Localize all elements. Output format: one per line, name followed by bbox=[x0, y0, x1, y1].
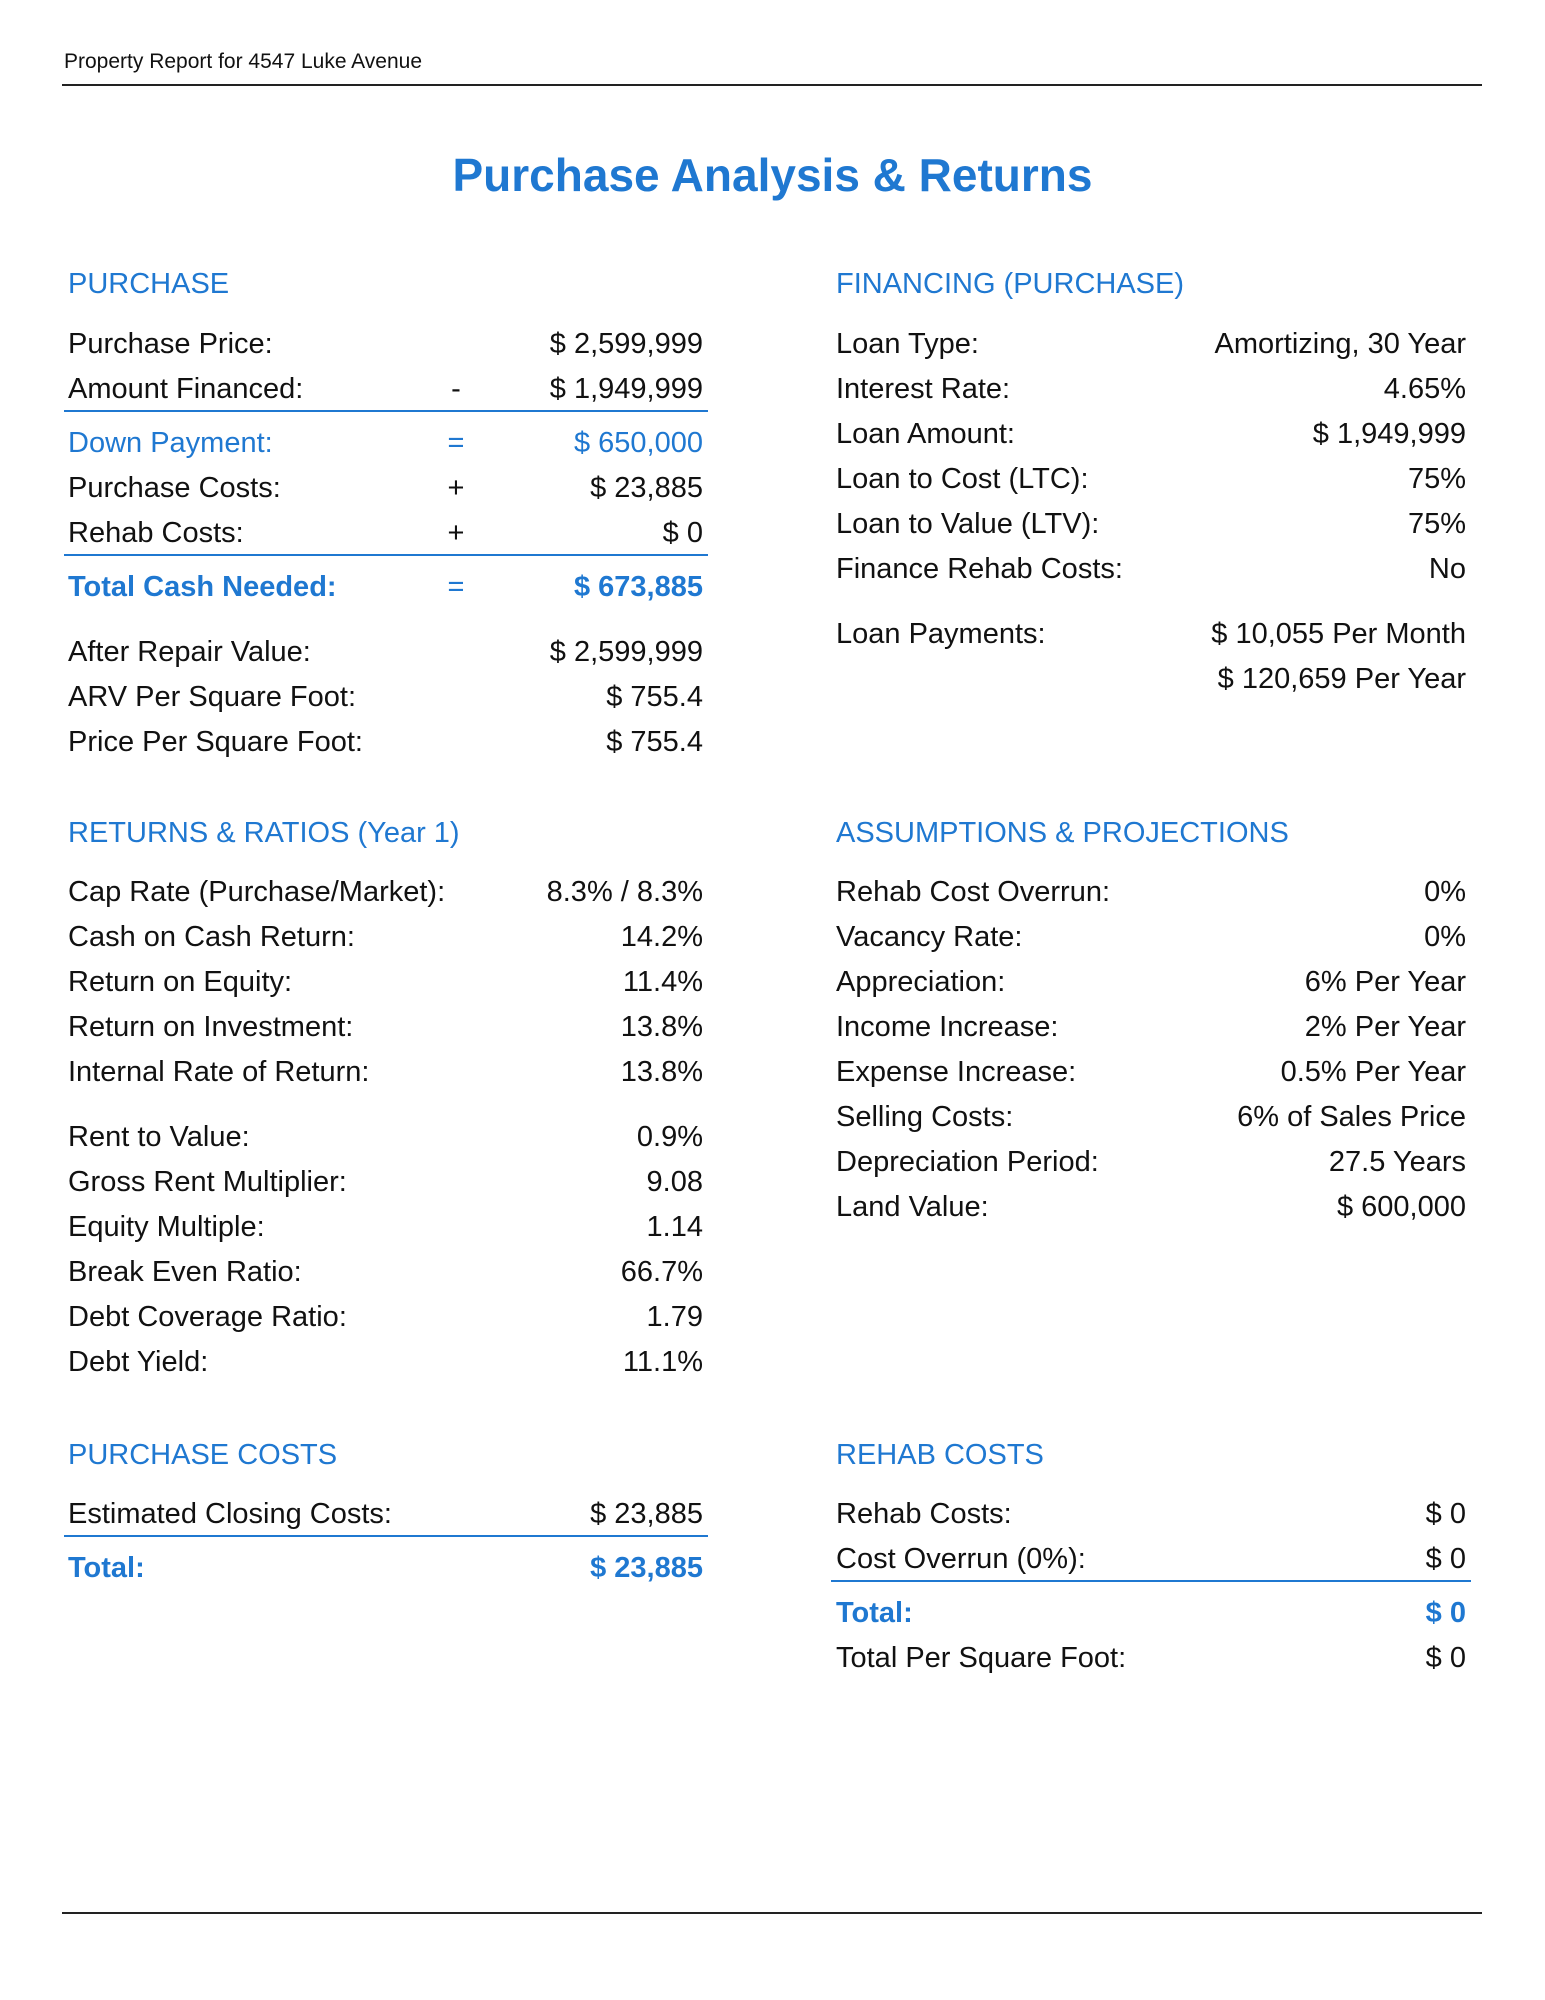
purchase-row bbox=[68, 466, 703, 510]
returns-row bbox=[68, 1340, 703, 1384]
row-value: 0.5% Per Year bbox=[1280, 1056, 1466, 1088]
row-value: $ 0 bbox=[1425, 1597, 1466, 1629]
assumptions-row bbox=[836, 915, 1466, 959]
row-value: 9.08 bbox=[646, 1166, 703, 1198]
returns-row bbox=[68, 1050, 703, 1094]
row-label: Loan Type: bbox=[836, 328, 979, 360]
row-value: 11.4% bbox=[622, 966, 703, 998]
assumptions-row bbox=[836, 870, 1466, 914]
row-value: 13.8% bbox=[620, 1011, 703, 1043]
row-value: 4.65% bbox=[1383, 373, 1466, 405]
row-value: $ 755.4 bbox=[606, 681, 703, 713]
row-value: 14.2% bbox=[620, 921, 703, 953]
purchase-row bbox=[68, 421, 703, 465]
row-value: $ 2,599,999 bbox=[549, 328, 703, 360]
row-value: $ 0 bbox=[1425, 1642, 1466, 1674]
purchase-row bbox=[68, 630, 703, 674]
row-label: Estimated Closing Costs: bbox=[68, 1498, 392, 1530]
financing-section-title: FINANCING (PURCHASE) bbox=[836, 268, 1185, 300]
row-value: 0% bbox=[1424, 876, 1466, 908]
returns-section-title: RETURNS & RATIOS (Year 1) bbox=[68, 817, 460, 849]
row-value: $ 1,949,999 bbox=[1312, 418, 1466, 450]
row-label: Loan to Cost (LTC): bbox=[836, 463, 1089, 495]
assumptions-section-title: ASSUMPTIONS & PROJECTIONS bbox=[836, 817, 1289, 849]
row-value: $ 755.4 bbox=[606, 726, 703, 758]
row-value: $ 1,949,999 bbox=[549, 373, 703, 405]
row-value: 0.9% bbox=[636, 1121, 703, 1153]
row-value: $ 600,000 bbox=[1336, 1191, 1466, 1223]
assumptions-row bbox=[836, 960, 1466, 1004]
purchase-section-title: PURCHASE bbox=[68, 268, 230, 300]
returns-row bbox=[68, 1295, 703, 1339]
section-divider bbox=[64, 410, 708, 412]
row-value: No bbox=[1428, 553, 1466, 585]
row-value: 27.5 Years bbox=[1328, 1146, 1466, 1178]
row-label: Equity Multiple: bbox=[68, 1211, 265, 1243]
row-label: Total: bbox=[836, 1597, 913, 1629]
row-label: Loan Amount: bbox=[836, 418, 1015, 450]
row-label: Total Cash Needed: bbox=[68, 571, 337, 603]
row-label: Debt Yield: bbox=[68, 1346, 209, 1378]
row-label: Rehab Cost Overrun: bbox=[836, 876, 1111, 908]
row-label: ARV Per Square Foot: bbox=[68, 681, 357, 713]
row-label: Cap Rate (Purchase/Market): bbox=[68, 876, 446, 908]
row-value: $ 120,659 Per Year bbox=[1217, 663, 1466, 695]
row-label: Purchase Price: bbox=[68, 328, 273, 360]
purchase-row bbox=[68, 511, 703, 555]
row-label: Appreciation: bbox=[836, 966, 1006, 998]
returns-row bbox=[68, 915, 703, 959]
row-value: 1.14 bbox=[646, 1211, 703, 1243]
footer-divider bbox=[62, 1912, 1482, 1914]
returns-row bbox=[68, 960, 703, 1004]
row-label: Interest Rate: bbox=[836, 373, 1011, 405]
row-value: $ 673,885 bbox=[573, 571, 703, 603]
row-value: $ 0 bbox=[1425, 1543, 1466, 1575]
page-title: Purchase Analysis & Returns bbox=[452, 149, 1093, 201]
returns-row bbox=[68, 1005, 703, 1049]
row-value: $ 23,885 bbox=[590, 1498, 703, 1530]
row-operator: = bbox=[447, 571, 465, 603]
rehab-costs-row bbox=[836, 1636, 1466, 1680]
row-label: After Repair Value: bbox=[68, 636, 311, 668]
rehab-costs-row bbox=[836, 1537, 1466, 1581]
row-value: 2% Per Year bbox=[1304, 1011, 1466, 1043]
rehab-costs-section-title: REHAB COSTS bbox=[836, 1439, 1044, 1471]
financing-row bbox=[836, 367, 1466, 411]
row-value: 0% bbox=[1424, 921, 1466, 953]
assumptions-row bbox=[836, 1185, 1466, 1229]
row-label: Purchase Costs: bbox=[68, 472, 281, 504]
section-divider bbox=[64, 1535, 708, 1537]
row-operator: - bbox=[451, 373, 461, 405]
purchase-row bbox=[68, 367, 703, 411]
row-label: Break Even Ratio: bbox=[68, 1256, 302, 1288]
row-label: Debt Coverage Ratio: bbox=[68, 1301, 347, 1333]
row-label: Gross Rent Multiplier: bbox=[68, 1166, 347, 1198]
assumptions-row bbox=[836, 1050, 1466, 1094]
row-value: 11.1% bbox=[622, 1346, 703, 1378]
row-label: Vacancy Rate: bbox=[836, 921, 1023, 953]
row-label: Selling Costs: bbox=[836, 1101, 1014, 1133]
row-label: Cash on Cash Return: bbox=[68, 921, 355, 953]
returns-row bbox=[68, 1160, 703, 1204]
row-label: Finance Rehab Costs: bbox=[836, 553, 1123, 585]
section-divider bbox=[64, 554, 708, 556]
row-value: $ 23,885 bbox=[590, 1552, 703, 1584]
returns-row bbox=[68, 1115, 703, 1159]
rehab-costs-total-row bbox=[836, 1591, 1466, 1635]
row-label: Loan Payments: bbox=[836, 618, 1046, 650]
row-value: $ 0 bbox=[662, 517, 703, 549]
purchase-row bbox=[68, 565, 703, 609]
row-value: 6% Per Year bbox=[1304, 966, 1466, 998]
row-value: 8.3% / 8.3% bbox=[546, 876, 703, 908]
row-operator: + bbox=[447, 517, 465, 549]
row-value: $ 0 bbox=[1425, 1498, 1466, 1530]
assumptions-row bbox=[836, 1095, 1466, 1139]
row-label: Total: bbox=[68, 1552, 145, 1584]
financing-row bbox=[836, 547, 1466, 591]
row-label: Down Payment: bbox=[68, 427, 273, 459]
row-value: 75% bbox=[1407, 508, 1466, 540]
row-value: 1.79 bbox=[646, 1301, 703, 1333]
row-label: Amount Financed: bbox=[68, 373, 304, 405]
row-label: Depreciation Period: bbox=[836, 1146, 1099, 1178]
assumptions-row bbox=[836, 1005, 1466, 1049]
row-label: Internal Rate of Return: bbox=[68, 1056, 370, 1088]
row-label: Rehab Costs: bbox=[836, 1498, 1012, 1530]
row-label: Land Value: bbox=[836, 1191, 989, 1223]
row-label: Rent to Value: bbox=[68, 1121, 250, 1153]
row-label: Loan to Value (LTV): bbox=[836, 508, 1100, 540]
financing-row bbox=[836, 412, 1466, 456]
row-label: Price Per Square Foot: bbox=[68, 726, 363, 758]
header-divider bbox=[62, 84, 1482, 86]
rehab-costs-row bbox=[836, 1492, 1466, 1536]
section-divider bbox=[831, 1580, 1471, 1582]
row-value: $ 10,055 Per Month bbox=[1211, 618, 1466, 650]
row-value: $ 650,000 bbox=[573, 427, 703, 459]
row-label: Return on Investment: bbox=[68, 1011, 354, 1043]
row-value: 66.7% bbox=[620, 1256, 703, 1288]
purchase-row bbox=[68, 675, 703, 719]
assumptions-row bbox=[836, 1140, 1466, 1184]
financing-row bbox=[836, 322, 1466, 366]
purchase-costs-section-title: PURCHASE COSTS bbox=[68, 1439, 338, 1471]
purchase-costs-total-row bbox=[68, 1546, 703, 1590]
purchase-costs-row bbox=[68, 1492, 703, 1536]
row-value: $ 23,885 bbox=[590, 472, 703, 504]
row-value: 13.8% bbox=[620, 1056, 703, 1088]
row-value: 75% bbox=[1407, 463, 1466, 495]
financing-row bbox=[836, 502, 1466, 546]
financing-row bbox=[836, 657, 1466, 701]
row-operator: + bbox=[447, 472, 465, 504]
purchase-row bbox=[68, 322, 703, 366]
financing-row bbox=[836, 457, 1466, 501]
financing-row bbox=[836, 612, 1466, 656]
row-label: Expense Increase: bbox=[836, 1056, 1077, 1088]
returns-row bbox=[68, 870, 703, 914]
row-value: Amortizing, 30 Year bbox=[1214, 328, 1466, 360]
row-label: Cost Overrun (0%): bbox=[836, 1543, 1086, 1575]
returns-row bbox=[68, 1250, 703, 1294]
report-header: Property Report for 4547 Luke Avenue bbox=[64, 50, 423, 73]
row-label: Return on Equity: bbox=[68, 966, 293, 998]
row-operator: = bbox=[447, 427, 465, 459]
purchase-row bbox=[68, 720, 703, 764]
row-label: Total Per Square Foot: bbox=[836, 1642, 1127, 1674]
row-label: Rehab Costs: bbox=[68, 517, 244, 549]
row-value: 6% of Sales Price bbox=[1237, 1101, 1466, 1133]
row-value: $ 2,599,999 bbox=[549, 636, 703, 668]
row-label: Income Increase: bbox=[836, 1011, 1059, 1043]
returns-row bbox=[68, 1205, 703, 1249]
